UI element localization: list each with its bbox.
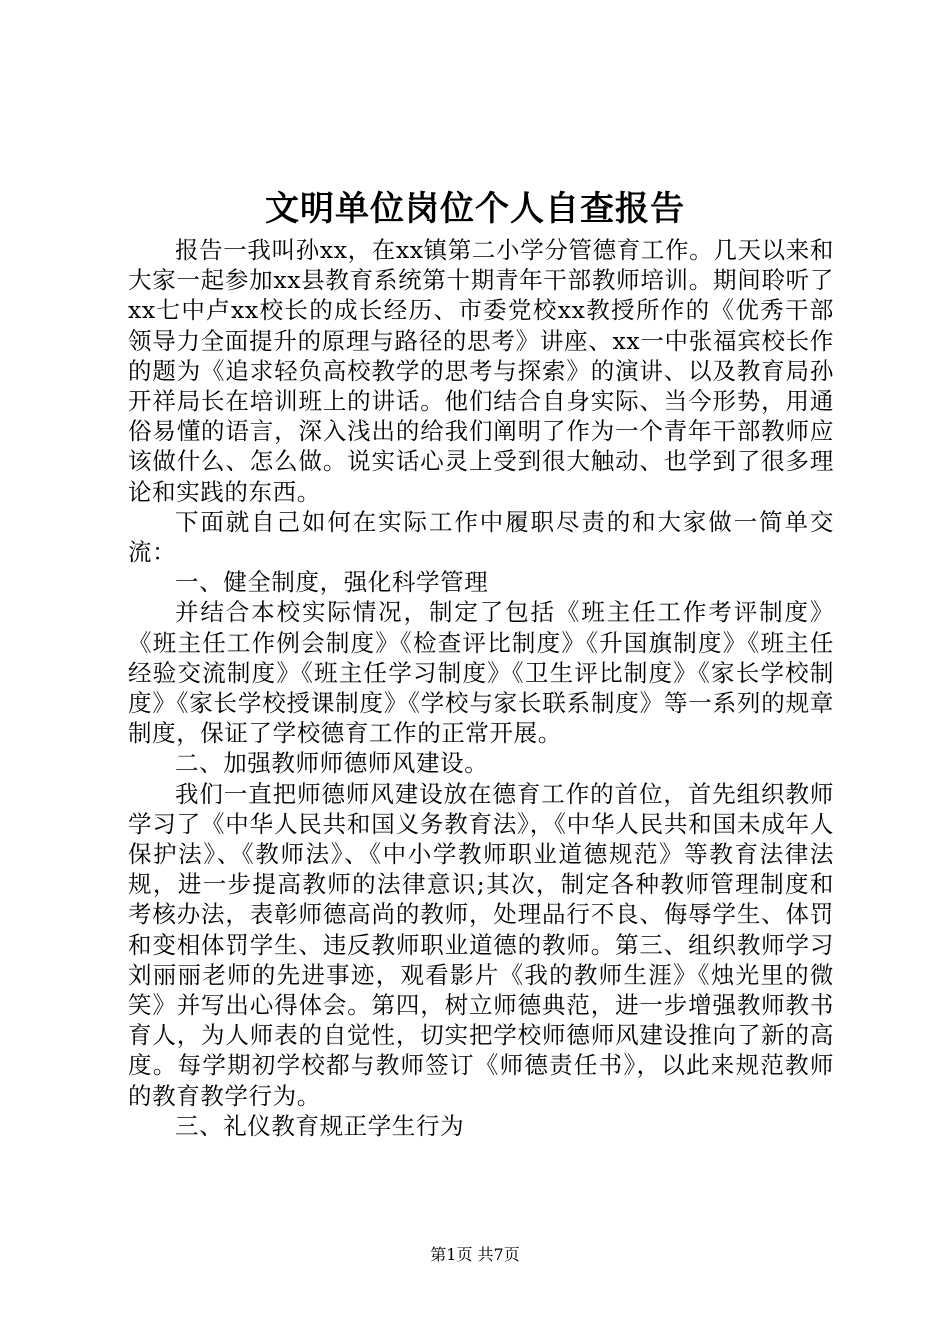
document-body xyxy=(128,235,834,1141)
paragraph-section-1: 并结合本校实际情况，制定了包括《班主任工作考评制度》《班主任工作例会制度》《检查评比制度》《升国旗制度》《班主任经验交流制度》《班主任学习制度》《卫生评比制度》《家长学校制度》《家长学校授课制度》《学校与家长联系制度》等一系列的规章制度，保证了学校德育工作的正常开展。 xyxy=(128,598,834,748)
section-heading-3: 三、礼仪教育规正学生行为 xyxy=(175,1111,465,1140)
section-heading-1: 一、健全制度，强化科学管理 xyxy=(175,568,489,597)
paragraph-intro: 报告一我叫孙xx，在xx镇第二小学分管德育工作。几天以来和大家一起参加xx县教育系统第十期青年干部教师培训。期间聆听了xx七中卢xx校长的成长经历、市委党校xx教授所作的《优秀干部领导力全面提升的原理与路径的思考》讲座、xx一中张福宾校长作的题为《追求轻负高校教学的思考与探索》的演讲、以及教育局孙开祥局长在培训班上的讲话。他们结合自身实际、当今形势，用通俗易懂的语言，深入浅出的给我们阐明了作为一个青年干部教师应该做什么、怎么做。说实话心灵上受到很大触动、也学到了很多理论和实践的东西。 xyxy=(128,236,834,506)
paragraph-exchange: 下面就自己如何在实际工作中履职尽责的和大家做一简单交流： xyxy=(128,507,834,567)
page-number-footer: 第1页 共7页 xyxy=(430,1245,520,1264)
section-heading-2: 二、加强教师师德师风建设。 xyxy=(175,749,489,778)
document-title: 文明单位岗位个人自查报告 xyxy=(265,189,685,229)
paragraph-section-2: 我们一直把师德师风建设放在德育工作的首位，首先组织教师学习了《中华人民共和国义务教育法》，《中华人民共和国未成年人保护法》、《教师法》、《中小学教师职业道德规范》等教育法律法规，进一步提高教师的法律意识;其次，制定各种教师管理制度和考核办法，表彰师德高尚的教师，处理品行不良、侮辱学生、体罚和变相体罚学生、违反教师职业道德的教师。第三、组织教师学习刘丽丽老师的先进事迹，观看影片《我的教师生涯》《烛光里的微笑》并写出心得体会。第四，树立师德典范，进一步增强教师教书育人，为人师表的自觉性，切实把学校师德师风建设推向了新的高度。每学期初学校都与教师签订《师德责任书》，以此来规范教师的教育教学行为。 xyxy=(128,779,834,1110)
